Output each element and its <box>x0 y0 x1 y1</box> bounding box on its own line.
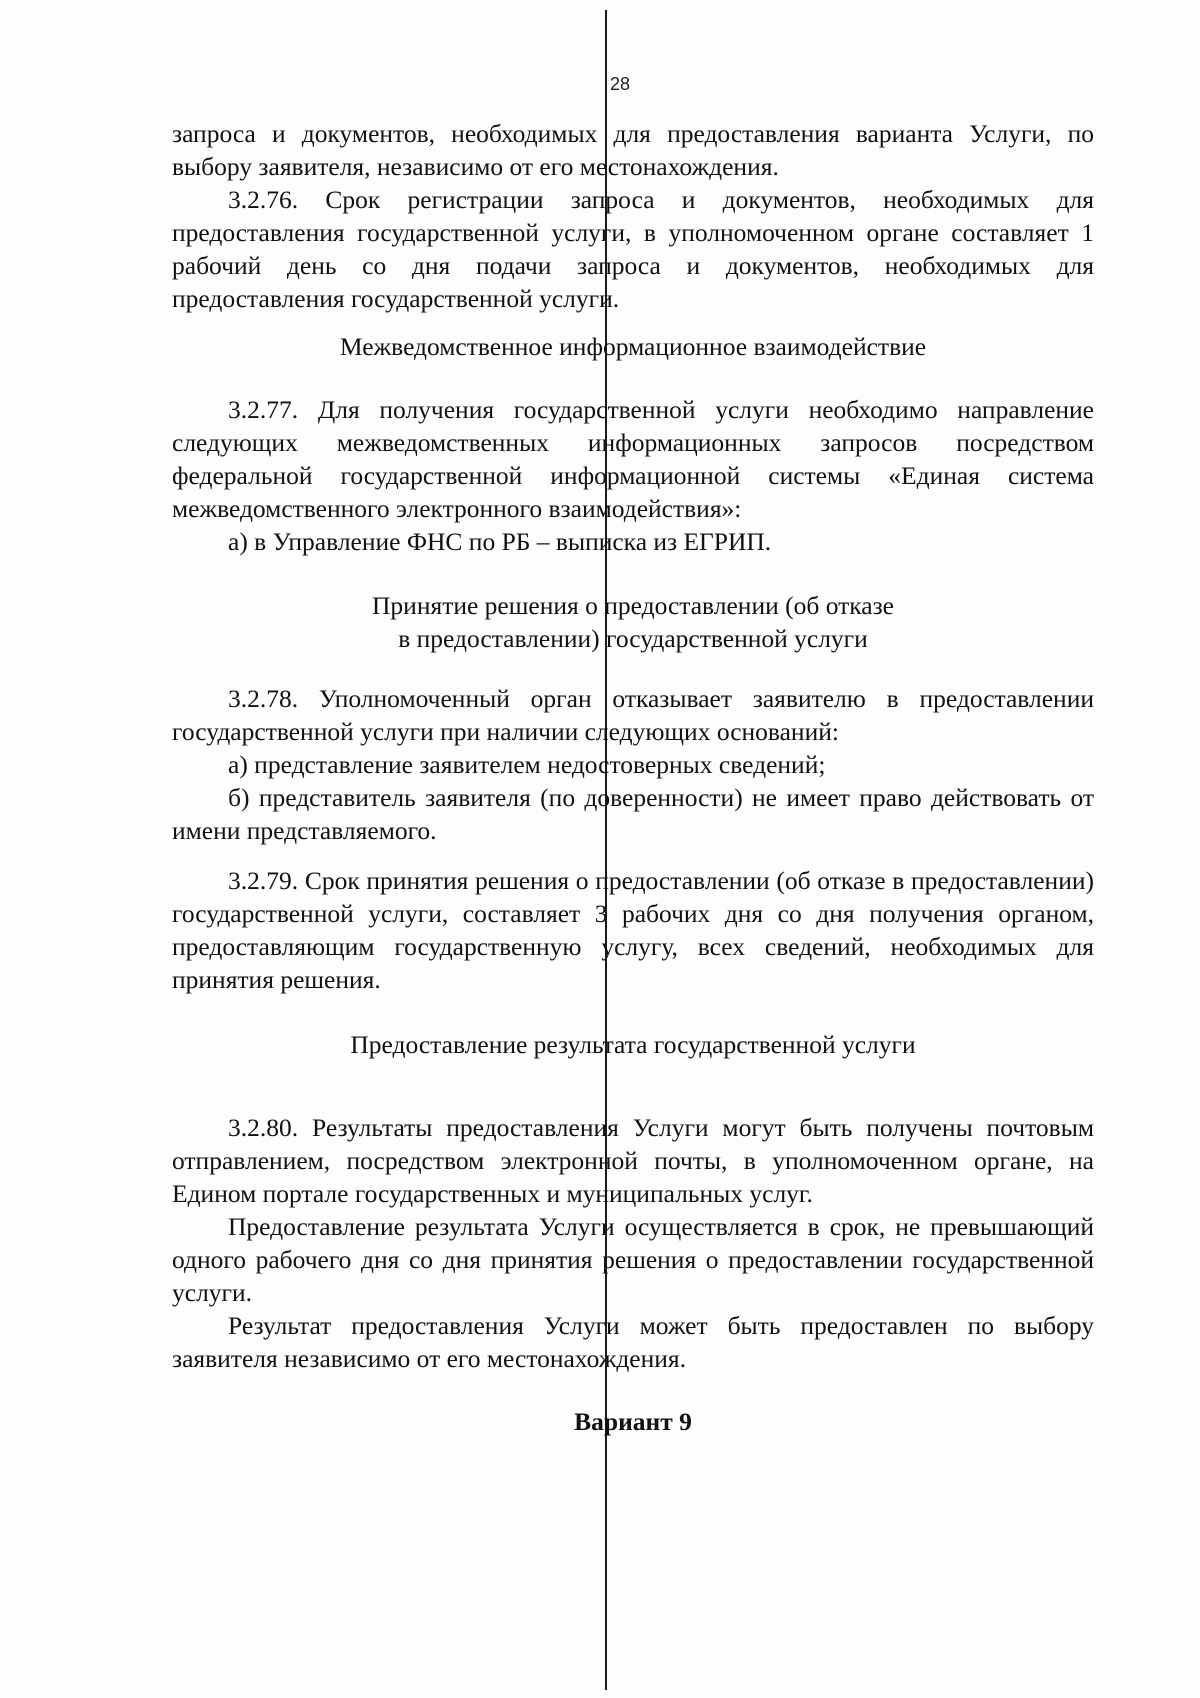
list-item-3-2-78-b: б) представитель заявителя (по доверенности) не имеет право действовать от имени представляемого. <box>172 783 1094 845</box>
paragraph-intro: запроса и документов, необходимых для предоставления варианта Услуги, по выбору заявителя, независимо от его местонахождения. <box>172 119 1094 181</box>
paragraph-result-term: Предоставление результата Услуги осуществляется в срок, не превышающий одного рабочего дня со дня принятия решения о предоставлении государственной услуги. <box>172 1212 1094 1307</box>
heading-block-decision <box>172 589 1094 655</box>
paragraph-3-2-76: 3.2.76. Срок регистрации запроса и документов, необходимых для предоставления государственной услуги, в уполномоченном органе составляет 1 рабочий день со дня подачи запроса и документов, необходимых для предоставления государственной услуги. <box>172 185 1094 313</box>
section-heading-decision-line-2: в предоставлении) государственной услуги <box>398 624 868 653</box>
text-block-3-2-78 <box>172 682 1094 847</box>
text-block-top <box>172 117 1094 315</box>
variant-heading: Вариант 9 <box>574 1407 692 1436</box>
section-heading-result: Предоставление результата государственной услуги <box>350 1030 916 1059</box>
section-heading-interagency: Межведомственное информационное взаимодействие <box>339 332 927 361</box>
paragraph-3-2-79: 3.2.79. Срок принятия решения о предоставлении (об отказе в предоставлении) государственной услуги, составляет 3 рабочих дня со дня получения органом, предоставляющим государственную услугу, всех сведений, необходимых для принятия решения. <box>172 866 1094 994</box>
text-block-3-2-80 <box>172 1111 1094 1375</box>
section-heading-decision-line-1: Принятие решения о предоставлении (об отказе <box>372 591 894 620</box>
heading-block-variant <box>172 1405 1094 1438</box>
paragraph-3-2-80: 3.2.80. Результаты предоставления Услуги могут быть получены почтовым отправлением, посредством электронной почты, в уполномоченном органе, на Едином портале государственных и муниципальных услуг. <box>172 1113 1094 1208</box>
paragraph-3-2-78: 3.2.78. Уполномоченный орган отказывает заявителю в предоставлении государственной услуги при наличии следующих оснований: <box>172 684 1094 746</box>
list-item-3-2-77-a: а) в Управление ФНС по РБ – выписка из ЕГРИП. <box>228 527 772 556</box>
text-block-3-2-77 <box>172 393 1094 558</box>
list-item-3-2-78-a: а) представление заявителем недостоверных сведений; <box>228 750 826 779</box>
page-number: 28 <box>610 74 631 94</box>
paragraph-result-choice: Результат предоставления Услуги может быть предоставлен по выбору заявителя независимо от его местонахождения. <box>172 1311 1094 1373</box>
heading-block-result <box>172 1028 1094 1061</box>
heading-block-interagency <box>172 330 1094 363</box>
paragraph-3-2-77: 3.2.77. Для получения государственной услуги необходимо направление следующих межведомственных информационных запросов посредством федеральной государственной информационной системы «Единая система межведомственного электронного взаимодействия»: <box>172 395 1094 523</box>
text-block-3-2-79 <box>172 864 1094 996</box>
